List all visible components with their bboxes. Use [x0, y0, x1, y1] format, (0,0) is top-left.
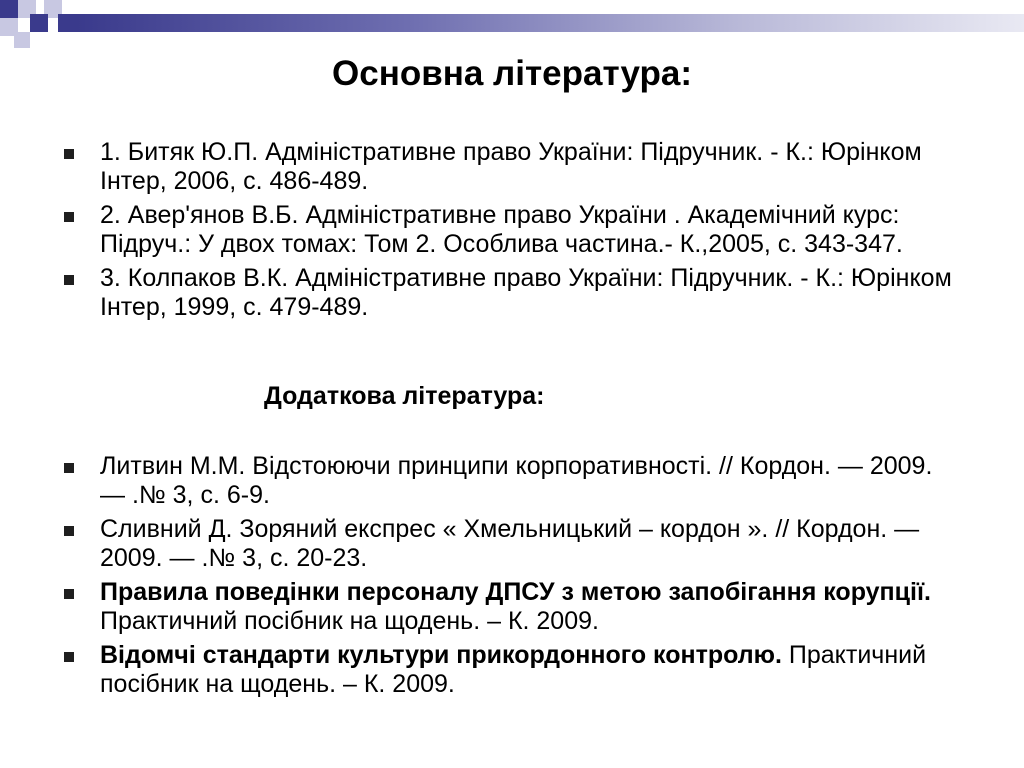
square-bullet-icon	[64, 212, 74, 222]
header-gradient-bar	[76, 14, 1024, 32]
list-item-text: Практичний посібник на щодень. – К. 2009.	[100, 641, 927, 698]
list-item-text: 3. Колпаков В.К. Адміністративне право України: Підручник. - К.: Юрінком Інтер, 1999, с. 479-489.	[100, 264, 952, 321]
slide-title: Основна література:	[332, 54, 692, 93]
decor-square	[30, 14, 48, 32]
list-item	[60, 641, 960, 699]
list-item-bold-text: Відомчі стандарти культури прикордонного контролю.	[100, 641, 782, 669]
square-bullet-icon	[64, 652, 74, 662]
list-item-text: Практичний посібник на щодень. – К. 2009.	[100, 607, 599, 635]
square-bullet-icon	[64, 149, 74, 159]
list-item-text: 2. Авер'янов В.Б. Адміністративне право України . Академічний курс: Підруч.: У двох томах: Том 2. Особлива частина.- К.,2005, с. 343-347.	[100, 201, 903, 258]
list-item	[60, 578, 960, 636]
list-item-bold-text: Правила поведінки персоналу ДПСУ з метою запобігання корупції.	[100, 578, 931, 606]
decor-square	[0, 0, 18, 18]
square-bullet-icon	[64, 526, 74, 536]
list-item-text: Литвин М.М. Відстоюючи принципи корпоративності. // Кордон. — 2009. — .№ 3, с. 6-9.	[100, 452, 933, 509]
list-item-text: Сливний Д. Зоряний експрес « Хмельницький – кордон ». // Кордон. — 2009. — .№ 3, с. 20-23.	[100, 515, 920, 572]
square-bullet-icon	[64, 589, 74, 599]
additional-literature-heading: Додаткова література:	[264, 382, 545, 410]
decor-square	[58, 14, 76, 32]
list-item	[60, 264, 960, 322]
main-literature-list	[60, 138, 960, 327]
list-item-text: 1. Битяк Ю.П. Адміністративне право України: Підручник. - К.: Юрінком Інтер, 2006, с. 486-489.	[100, 138, 922, 195]
square-bullet-icon	[64, 463, 74, 473]
square-bullet-icon	[64, 275, 74, 285]
list-item	[60, 515, 960, 573]
list-item	[60, 452, 960, 510]
list-item	[60, 138, 960, 196]
list-item	[60, 201, 960, 259]
decor-square	[14, 32, 30, 48]
additional-literature-list	[60, 452, 960, 704]
decorative-header	[0, 0, 1024, 48]
